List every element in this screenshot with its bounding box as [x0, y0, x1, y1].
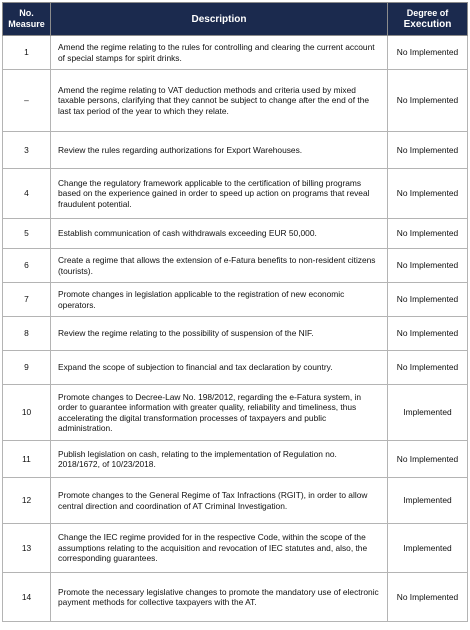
table-row [3, 132, 468, 169]
measure-number: – [3, 70, 51, 132]
measure-number: 4 [3, 169, 51, 219]
measure-number: 11 [3, 441, 51, 478]
execution-status: No Implemented [388, 132, 468, 169]
execution-status: Implemented [388, 478, 468, 524]
table-row [3, 385, 468, 441]
measure-number: 1 [3, 36, 51, 70]
table-row [3, 70, 468, 132]
measures-table [2, 2, 468, 622]
table-header [3, 3, 468, 36]
header-measure-number [3, 3, 51, 36]
table-row [3, 573, 468, 622]
execution-status: No Implemented [388, 219, 468, 249]
measure-description: Publish legislation on cash, relating to the implementation of Regulation no. 2018/1672, of 10/23/2018. [51, 441, 388, 478]
table-row [3, 524, 468, 573]
measure-number: 8 [3, 317, 51, 351]
table-row [3, 249, 468, 283]
header-description: Description [51, 3, 388, 36]
execution-status: No Implemented [388, 317, 468, 351]
execution-status: No Implemented [388, 351, 468, 385]
table-row [3, 317, 468, 351]
table-row [3, 283, 468, 317]
execution-status: Implemented [388, 385, 468, 441]
measure-number: 14 [3, 573, 51, 622]
execution-status: No Implemented [388, 573, 468, 622]
execution-status: No Implemented [388, 249, 468, 283]
measure-description: Establish communication of cash withdrawals exceeding EUR 50,000. [51, 219, 388, 249]
measure-description: Review the regime relating to the possibility of suspension of the NIF. [51, 317, 388, 351]
measure-number: 5 [3, 219, 51, 249]
execution-status: No Implemented [388, 169, 468, 219]
table-row [3, 441, 468, 478]
measure-description: Promote changes to the General Regime of Tax Infractions (RGIT), in order to allow central direction and coordination of AT Criminal Investigation. [51, 478, 388, 524]
measure-number: 10 [3, 385, 51, 441]
measure-description: Promote changes in legislation applicable to the registration of new economic operators. [51, 283, 388, 317]
execution-status: No Implemented [388, 36, 468, 70]
measure-description: Create a regime that allows the extension of e-Fatura benefits to non-resident citizens (tourists). [51, 249, 388, 283]
table-row [3, 169, 468, 219]
header-degree-line1: Degree of [406, 8, 449, 18]
measure-description: Promote changes to Decree-Law No. 198/2012, regarding the e-Fatura system, in order to guarantee information with greater quality, reliability and timeliness, thus accelerating the digital transformation processes of taxpayers and public administration. [51, 385, 388, 441]
measure-description: Amend the regime relating to the rules for controlling and clearing the current account of special stamps for spirit drinks. [51, 36, 388, 70]
table-row [3, 478, 468, 524]
measure-number: 12 [3, 478, 51, 524]
table-row [3, 219, 468, 249]
header-number-line2: Measure [8, 19, 45, 29]
execution-status: No Implemented [388, 441, 468, 478]
execution-status: No Implemented [388, 70, 468, 132]
table-body [3, 36, 468, 622]
header-degree-line2: Execution [403, 19, 452, 30]
execution-status: No Implemented [388, 283, 468, 317]
header-number-line1: No. [19, 8, 34, 18]
measure-description: Change the regulatory framework applicable to the certification of billing programs based on the experience gained in order to speed up action on programs that reveal fraudulent potential. [51, 169, 388, 219]
measure-description: Expand the scope of subjection to financial and tax declaration by country. [51, 351, 388, 385]
measure-number: 7 [3, 283, 51, 317]
measure-number: 9 [3, 351, 51, 385]
header-degree-of-execution [388, 3, 468, 36]
table-row [3, 36, 468, 70]
table-row [3, 351, 468, 385]
execution-status: Implemented [388, 524, 468, 573]
measure-number: 13 [3, 524, 51, 573]
measure-description: Amend the regime relating to VAT deduction methods and criteria used by mixed taxable persons, clarifying that they cannot be subject to change after the end of the last tax period of the year to which they relate. [51, 70, 388, 132]
measure-number: 3 [3, 132, 51, 169]
measure-description: Review the rules regarding authorizations for Export Warehouses. [51, 132, 388, 169]
measure-description: Promote the necessary legislative changes to promote the mandatory use of electronic payment methods for collective taxpayers with the AT. [51, 573, 388, 622]
measure-number: 6 [3, 249, 51, 283]
measure-description: Change the IEC regime provided for in the respective Code, within the scope of the assumptions relating to the acquisition and revocation of IEC statutes and, also, the corresponding guarantees. [51, 524, 388, 573]
